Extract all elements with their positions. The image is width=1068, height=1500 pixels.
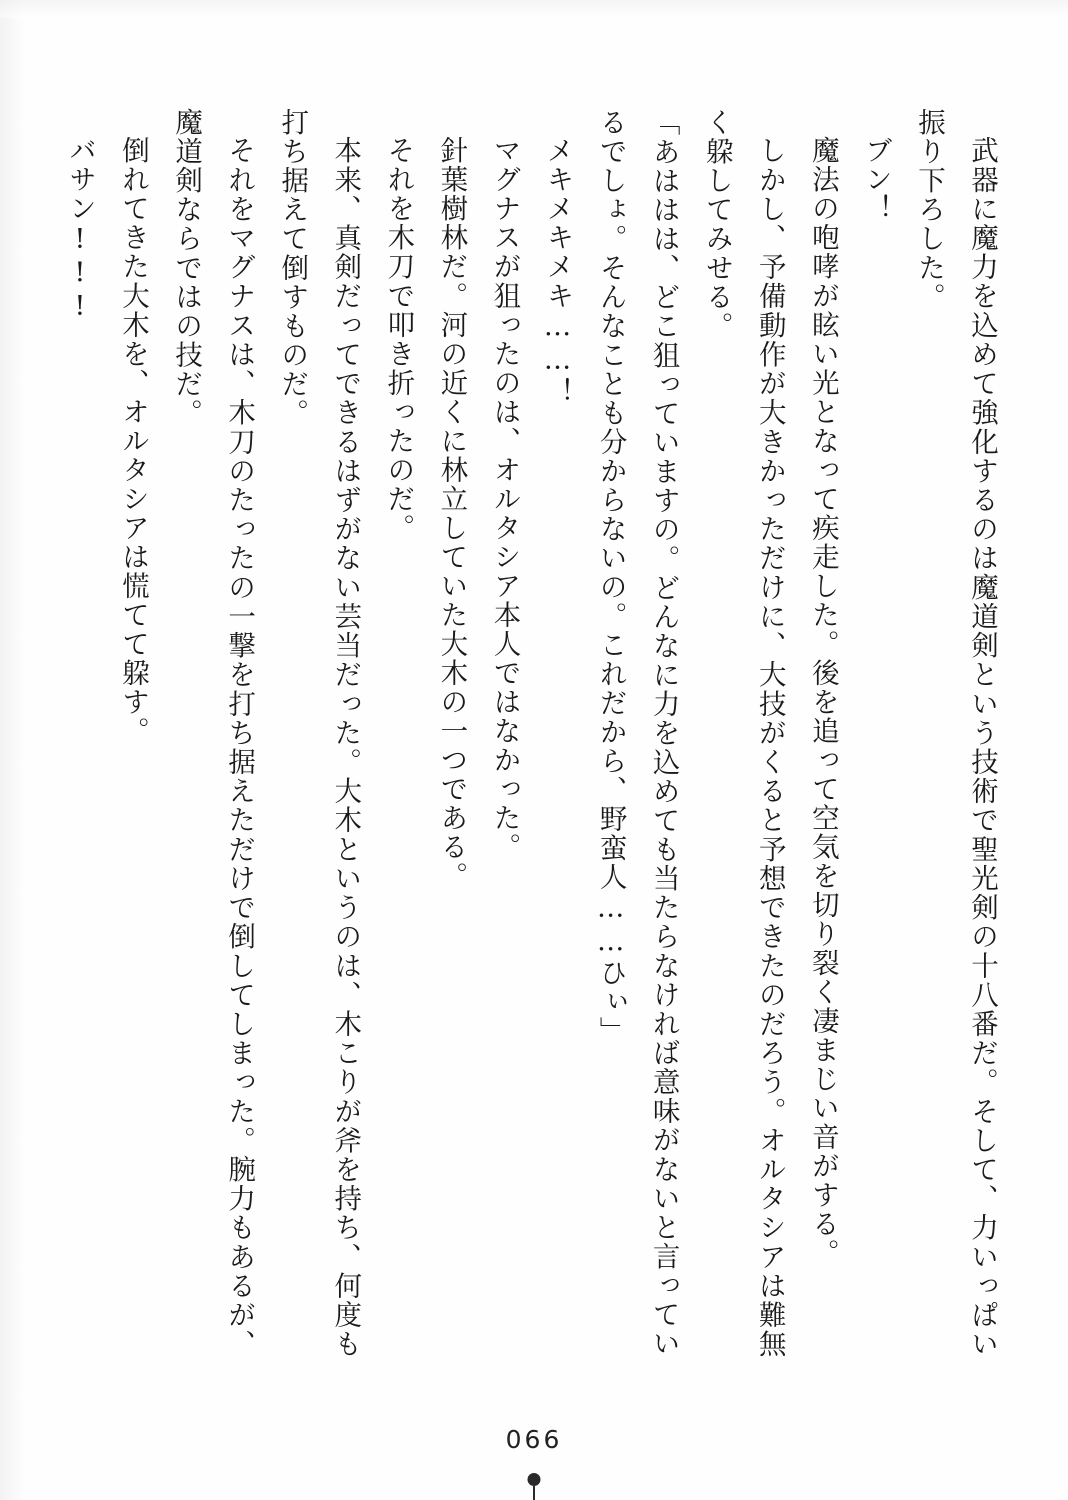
folio-rule [533,1486,535,1500]
paragraph: 魔法の咆哮が眩い光となって疾走した。後を追って空気を切り裂く凄まじい音がする。 [806,135,839,1267]
paragraph: それをマグナスは、木刀のたったの一撃を打ち据えただけで倒してしまった。腕力もあるが、魔道剣ならではの技だ。 [170,108,256,1358]
page-edge-shadow-left [0,0,26,1500]
paragraph: マグナスが狙ったのは、オルタシア本人ではなかった。 [488,135,521,861]
paragraph: 武器に魔力を込めて強化するのは魔道剣という技術で聖光剣の十八番だ。そして、力いっぱい振り下ろした。 [912,108,998,1358]
paragraph: 倒れてきた大木を、オルタシアは慌てて躱す。 [117,135,149,745]
paragraph: 針葉樹林だ。河の近くに林立していた大木の一つである。 [435,135,468,890]
paragraph: ブン！ [859,135,892,223]
paragraph: 本来、真剣だってできるはずがない芸当だった。大木というのは、木こりが斧を持ち、何度も打ち据えて倒すものだ。 [276,108,362,1358]
paragraph: それを木刀で叩き折ったのだ。 [382,135,415,542]
folio-dot-icon [528,1473,541,1486]
paragraph: バサン!!! [63,135,96,324]
page-edge-shadow-top [0,0,1068,18]
paragraph: 「あははは、どこ狙っていますの。どんなに力を込めても当たらなければ意味がないと言っているでしょ。そんなことも分からないの。これだから、野蛮人……ひぃ」 [594,108,680,1358]
page-number: 066 [505,1425,563,1454]
paragraph: メキメキメキ……！ [541,135,574,406]
body-text [63,108,1008,1358]
paragraph: しかし、予備動作が大きかっただけに、大技がくると予想できたのだろう。オルタシアは難無く躱してみせる。 [700,108,786,1358]
